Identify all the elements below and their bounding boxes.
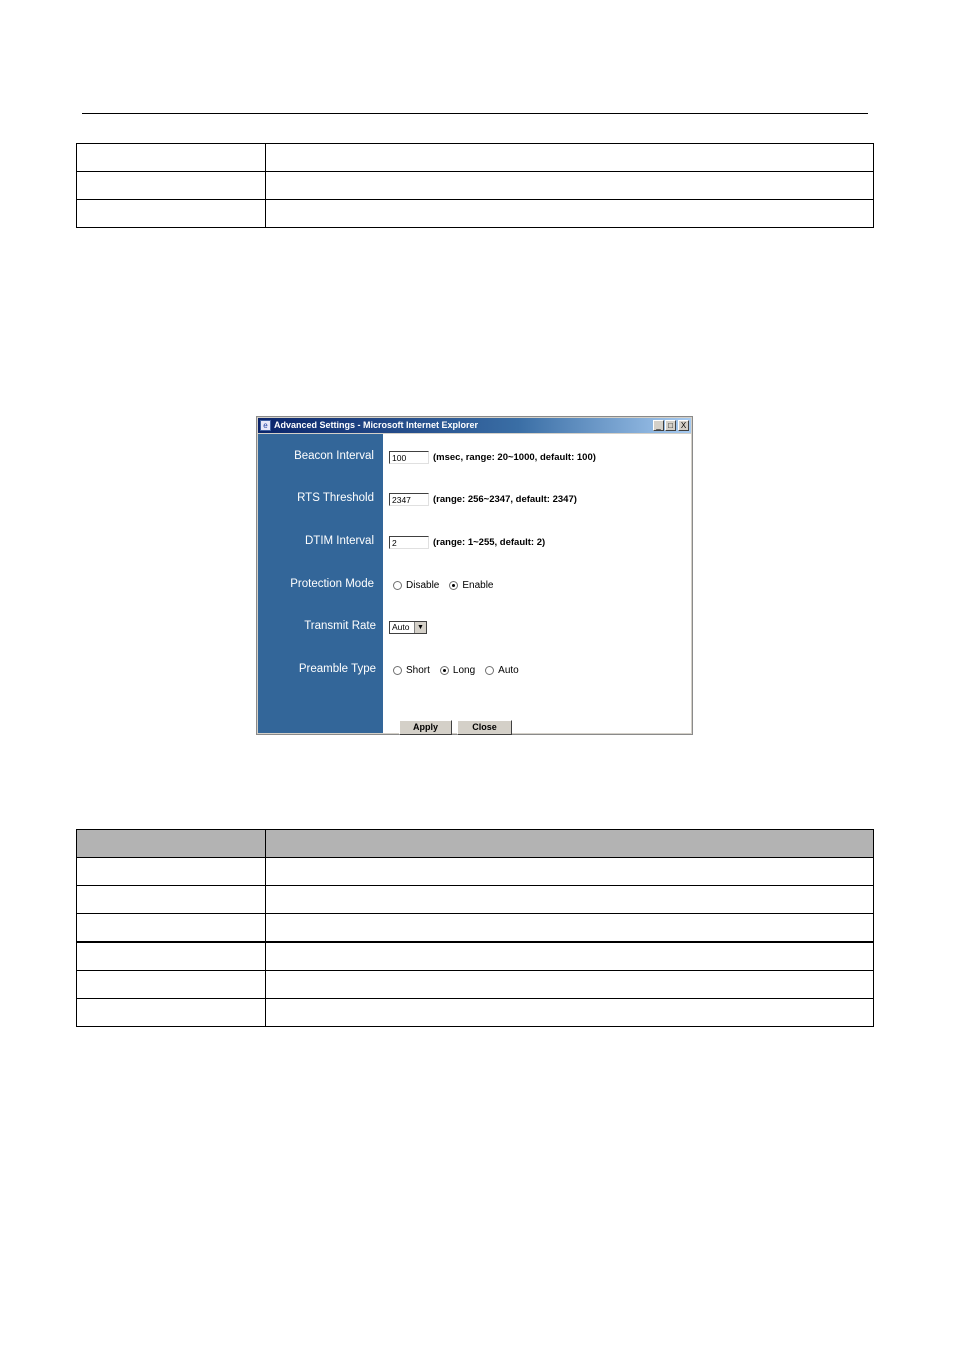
rts-threshold-label: RTS Threshold [297,492,374,504]
ie-page-icon: e [260,420,271,431]
preamble-long-radio[interactable] [440,666,449,675]
protection-enable-radio[interactable] [449,581,458,590]
beacon-interval-row [389,451,596,464]
table-row [77,914,874,943]
protection-enable-label: Enable [462,580,494,591]
table-row [77,200,874,228]
table-row [77,172,874,200]
table-row [77,858,874,886]
preamble-short-label: Short [406,665,430,676]
preamble-type-label: Preamble Type [298,663,376,675]
dtim-interval-row [389,536,545,549]
table-row [77,886,874,914]
rts-threshold-row [389,493,577,506]
transmit-rate-value: Auto [392,622,410,632]
chevron-down-icon[interactable]: ▼ [414,622,426,633]
rts-threshold-hint: (range: 256~2347, default: 2347) [433,494,577,505]
title-bar[interactable] [258,418,691,433]
preamble-type-row [393,665,525,676]
apply-button[interactable]: Apply [399,720,452,735]
dtim-interval-input[interactable]: 2 [389,536,429,549]
top-table [76,143,874,228]
protection-mode-row [393,580,500,591]
window-title: Advanced Settings - Microsoft Internet Explorer [274,420,479,430]
close-button[interactable]: Close [457,720,512,735]
preamble-short-radio[interactable] [393,666,402,675]
protection-mode-label: Protection Mode [290,578,374,590]
bottom-table [76,829,874,1027]
label-sidebar [258,434,383,733]
protection-disable-label: Disable [406,580,440,591]
preamble-auto-label: Auto [498,665,519,676]
protection-disable-radio[interactable] [393,581,402,590]
table-row [77,971,874,999]
beacon-interval-label: Beacon Interval [294,450,374,462]
minimize-button[interactable]: _ [653,420,664,431]
transmit-rate-label: Transmit Rate [304,620,376,632]
transmit-rate-row [389,621,427,634]
transmit-rate-select[interactable] [389,621,427,634]
maximize-button[interactable]: □ [665,420,676,431]
table-row [77,942,874,971]
dialog-content [258,434,691,733]
rts-threshold-input[interactable]: 2347 [389,493,429,506]
close-window-button[interactable]: X [678,420,689,431]
table-row [77,144,874,172]
dtim-interval-hint: (range: 1~255, default: 2) [433,537,546,548]
page-header-rule [82,113,868,114]
preamble-auto-radio[interactable] [485,666,494,675]
advanced-settings-window [256,416,693,735]
beacon-interval-hint: (msec, range: 20~1000, default: 100) [433,452,596,463]
preamble-long-label: Long [452,665,476,676]
table-header-row [77,830,874,858]
dtim-interval-label: DTIM Interval [304,535,374,547]
beacon-interval-input[interactable]: 100 [389,451,429,464]
table-row [77,999,874,1027]
